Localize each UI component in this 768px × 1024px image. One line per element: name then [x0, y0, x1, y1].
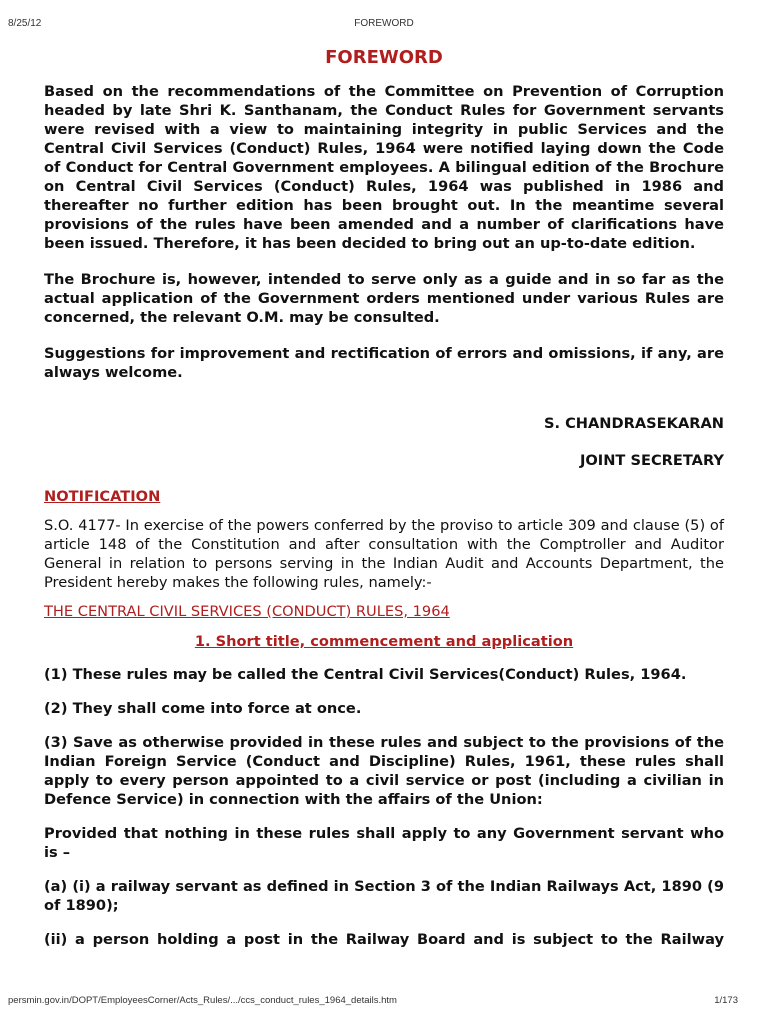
print-header-title: FOREWORD: [354, 18, 414, 29]
notification-heading[interactable]: NOTIFICATION: [44, 488, 161, 505]
notification-text: S.O. 4177- In exercise of the powers conferred by the proviso to article 309 and clause (5) of article 148 of the Constitution and after consultation with the Comptroller and Auditor General in relation to persons serving in the Indian Audit and Accounts Department, the President hereby makes the following rules, namely:-: [44, 517, 724, 591]
foreword-paragraph: The Brochure is, however, intended to serve only as a guide and in so far as the actual application of the Government orders mentioned under various Rules are concerned, the relevant O.M. may be consulted.: [44, 271, 724, 326]
rule-item: (2) They shall come into force at once.: [44, 700, 362, 717]
rule-item: (3) Save as otherwise provided in these rules and subject to the provisions of the Indian Foreign Service (Conduct and Discipline) Rules, 1961, these rules shall apply to every person appointed to a civil service or post (including a civilian in Defence Service) in connection with the affairs of the Union:: [44, 734, 724, 808]
rule-item: (a) (i) a railway servant as defined in Section 3 of the Indian Railways Act, 1890 (9 of 1890);: [44, 878, 724, 914]
rules-title-link[interactable]: THE CENTRAL CIVIL SERVICES (CONDUCT) RULES, 1964: [44, 603, 450, 620]
print-footer-url: persmin.gov.in/DOPT/EmployeesCorner/Acts_Rules/.../ccs_conduct_rules_1964_details.htm: [8, 995, 397, 1006]
signatory-title: JOINT SECRETARY: [579, 452, 724, 469]
rule-item: Provided that nothing in these rules shall apply to any Government servant who is –: [44, 825, 724, 861]
rule-item: (1) These rules may be called the Central Civil Services(Conduct) Rules, 1964.: [44, 666, 687, 683]
section-title-link[interactable]: 1. Short title, commencement and application: [194, 633, 574, 650]
print-page-number: 1/173: [714, 995, 738, 1006]
foreword-paragraph: Based on the recommendations of the Committee on Prevention of Corruption headed by late Shri K. Santhanam, the Conduct Rules for Government servants were revised with a view to maintaining integrity in public Services and the Central Civil Services (Conduct) Rules, 1964 were notified laying down the Code of Conduct for Central Government employees. A bilingual edition of the Brochure on Central Civil Services (Conduct) Rules, 1964 was published in 1986 and thereafter no further edition has been brought out. In the meantime several provisions of the rules have been amended and a number of clarifications have been issued. Therefore, it has been decided to bring out an up-to-date edition.: [44, 83, 724, 252]
print-date: 8/25/12: [8, 18, 42, 29]
document-body: [44, 47, 724, 949]
foreword-paragraph: Suggestions for improvement and rectification of errors and omissions, if any, are always welcome.: [44, 345, 724, 381]
rule-item: (ii) a person holding a post in the Railway Board and is subject to the Railway: [44, 931, 724, 948]
foreword-title: FOREWORD: [325, 47, 443, 68]
signatory-name: S. CHANDRASEKARAN: [543, 415, 724, 432]
